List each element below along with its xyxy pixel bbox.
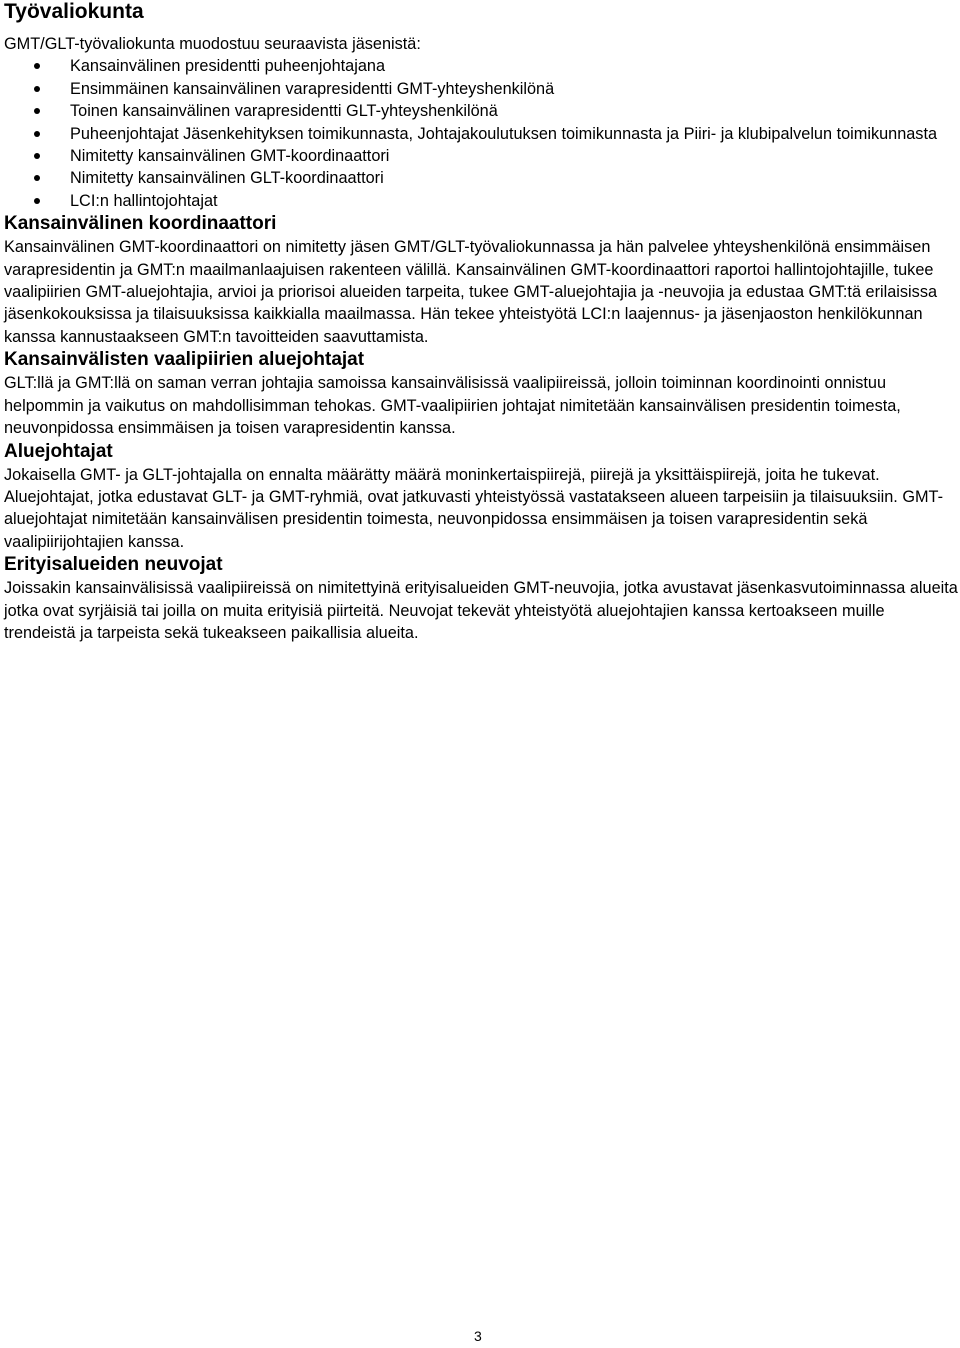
page-number-text: 3 (474, 1328, 482, 1344)
section-title-kansainvalinen-koordinaattori: Kansainvälinen koordinaattori (4, 213, 277, 235)
section-title-vaalipiirien-aluejohtajat: Kansainvälisten vaalipiirien aluejohtajat (4, 349, 365, 371)
list-item-text: Kansainvälinen presidentti puheenjohtajana (70, 57, 386, 76)
page-title: Työvaliokunta (4, 0, 144, 23)
list-item (4, 78, 960, 100)
section-body-kansainvalinen-koordinaattori: Kansainvälinen GMT-koordinaattori on nimitetty jäsen GMT/GLT-työvaliokunnassa ja hän palvelee yhteyshenkilönä ensimmäisen varapresidentin ja GMT:n maailmanlaajuisen rakenteen välillä. Kansainvälinen GMT-koordinaattori raportoi hallintojohtajille, tukee vaalipiirien GMT-aluejohtajia, arvioi ja priorisoi alueiden tarpeita, tukee GMT-aluejohtajia ja -neuvojia ja edustaa GMT:tä erilaisissa jäsenkokouksissa ja tilaisuuksissa kaikkialla maailmassa. Hän tekee yhteistyötä LCI:n laajennus- ja jäsenjaoston henkilökunnan kanssa kannustaakseen GMT:n tavoitteiden saavuttamista. (4, 238, 938, 346)
list-item (4, 145, 960, 167)
list-item-text: Nimitetty kansainvälinen GLT-koordinaattori (70, 169, 384, 188)
list-item-text: Nimitetty kansainvälinen GMT-koordinaattori (70, 147, 390, 166)
intro-text: GMT/GLT-työvaliokunta muodostuu seuraavista jäsenistä: (4, 35, 421, 53)
bullet-icon (34, 108, 40, 114)
list-item-text: LCI:n hallintojohtajat (70, 191, 218, 210)
bullet-icon (34, 153, 40, 159)
list-item (4, 55, 960, 77)
section-body-erityisalueiden-neuvojat: Joissakin kansainvälisissä vaalipiireissä on nimitettyinä erityisalueiden GMT-neuvojia, jotka avustavat jäsenkasvutoiminnassa alueita jotka ovat syrjäisiä tai joilla on muita erityisiä piirteitä. Neuvojat tekevät yhteistyötä aluejohtajien kanssa kertoakseen muille trendeistä ja tarpeista sekä tukeakseen paikallisia alueita. (4, 579, 958, 642)
list-item (4, 190, 960, 212)
member-list (4, 55, 960, 212)
section-body-aluejohtajat: Jokaisella GMT- ja GLT-johtajalla on ennalta määrätty määrä moninkertaispiirejä, piirejä ja yksittäispiirejä, joita he tukevat. Aluejohtajat, jotka edustavat GLT- ja GMT-ryhmiä, ovat jatkuvasti yhteistyössä vastatakseen alueen tarpeisiin ja tilaisuuksiin. GMT-aluejohtajat nimitetään kansainvälisen presidentin toimesta, neuvonpidossa ensimmäisen ja toisen varapresidentin sekä vaalipiirijohtajien kanssa. (4, 465, 944, 551)
list-item-text: Toinen kansainvälinen varapresidentti GLT-yhteyshenkilönä (70, 102, 498, 121)
bullet-icon (34, 175, 40, 181)
section-body-vaalipiirien-aluejohtajat: GLT:llä ja GMT:llä on saman verran johtajia samoissa kansainvälisissä vaalipiireissä, jolloin toiminnan koordinointi onnistuu helpommin ja vaikutus on mahdollisimman tehokas. GMT-vaalipiirien johtajat nimitetään kansainvälisen presidentin toimesta, neuvonpidossa ensimmäisen ja toisen varapresidentin kanssa. (4, 374, 901, 438)
list-item (4, 123, 960, 145)
bullet-icon (34, 63, 40, 69)
bullet-icon (34, 198, 40, 204)
list-item-text: Puheenjohtajat Jäsenkehityksen toimikunnasta, Johtajakoulutuksen toimikunnasta ja Piiri- ja klubipalvelun toimikunnasta (70, 124, 938, 143)
list-item-text: Ensimmäinen kansainvälinen varapresidentti GMT-yhteyshenkilönä (70, 79, 555, 98)
document-content (4, 0, 960, 644)
bullet-icon (34, 86, 40, 92)
bullet-icon (34, 131, 40, 137)
section-title-erityisalueiden-neuvojat: Erityisalueiden neuvojat (4, 554, 223, 576)
list-item (4, 100, 960, 122)
list-item (4, 167, 960, 189)
section-title-aluejohtajat: Aluejohtajat (4, 440, 113, 462)
